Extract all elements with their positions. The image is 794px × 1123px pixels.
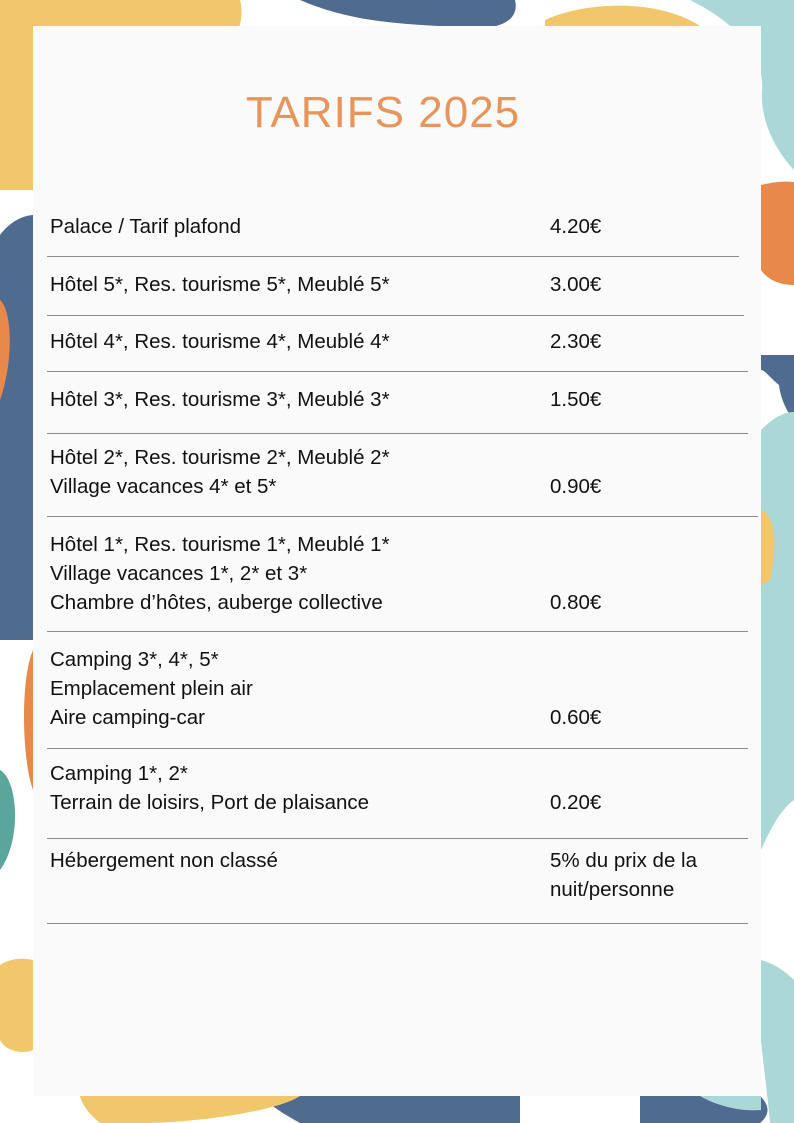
row-label-line: Hôtel 2*, Res. tourisme 2*, Meublé 2* <box>50 446 390 469</box>
row-divider <box>47 371 748 372</box>
row-price-line: 3.00€ <box>550 273 602 296</box>
row-price-line: 0.90€ <box>550 475 602 498</box>
row-divider <box>47 433 748 434</box>
row-label-line: Village vacances 4* et 5* <box>50 475 277 498</box>
row-label <box>50 530 390 617</box>
row-divider <box>47 516 758 517</box>
row-label-line: Aire camping-car <box>50 706 205 729</box>
row-label <box>50 212 241 241</box>
row-label <box>50 759 369 817</box>
row-divider <box>47 748 748 749</box>
row-divider <box>47 631 748 632</box>
row-price <box>550 588 601 617</box>
row-price-line: 2.30€ <box>550 330 602 353</box>
row-label <box>50 385 390 414</box>
row-label-line: Hôtel 3*, Res. tourisme 3*, Meublé 3* <box>50 388 390 411</box>
row-price-line: 5% du prix de la <box>550 849 698 872</box>
row-price-line: nuit/personne <box>550 878 675 901</box>
row-label-line: Hôtel 4*, Res. tourisme 4*, Meublé 4* <box>50 330 390 353</box>
row-price <box>550 846 697 904</box>
row-label <box>50 327 390 356</box>
row-price <box>550 703 601 732</box>
row-price-line: 4.20€ <box>550 215 602 238</box>
row-price <box>550 385 601 414</box>
page-title: TARIFS 2025 <box>245 88 521 137</box>
row-divider <box>47 838 748 839</box>
row-divider <box>47 923 748 924</box>
row-label-line: Hébergement non classé <box>50 849 278 872</box>
row-price <box>550 270 601 299</box>
row-label-line: Chambre d’hôtes, auberge collective <box>50 591 383 614</box>
row-label <box>50 846 278 875</box>
row-divider <box>47 256 739 257</box>
row-label-line: Camping 3*, 4*, 5* <box>50 648 219 671</box>
row-label-line: Emplacement plein air <box>50 677 253 700</box>
row-label <box>50 645 253 732</box>
row-divider <box>47 315 744 316</box>
row-price-line: 0.20€ <box>550 791 602 814</box>
row-price <box>550 327 601 356</box>
row-label-line: Camping 1*, 2* <box>50 762 188 785</box>
row-label-line: Hôtel 1*, Res. tourisme 1*, Meublé 1* <box>50 533 390 556</box>
row-label-line: Palace / Tarif plafond <box>50 215 242 238</box>
row-label <box>50 443 390 501</box>
row-price <box>550 212 601 241</box>
row-price-line: 1.50€ <box>550 388 602 411</box>
row-price <box>550 472 601 501</box>
row-label-line: Village vacances 1*, 2* et 3* <box>50 562 308 585</box>
row-label <box>50 270 390 299</box>
row-price-line: 0.60€ <box>550 706 602 729</box>
row-label-line: Hôtel 5*, Res. tourisme 5*, Meublé 5* <box>50 273 390 296</box>
row-price-line: 0.80€ <box>550 591 602 614</box>
row-label-line: Terrain de loisirs, Port de plaisance <box>50 791 370 814</box>
row-price <box>550 788 601 817</box>
